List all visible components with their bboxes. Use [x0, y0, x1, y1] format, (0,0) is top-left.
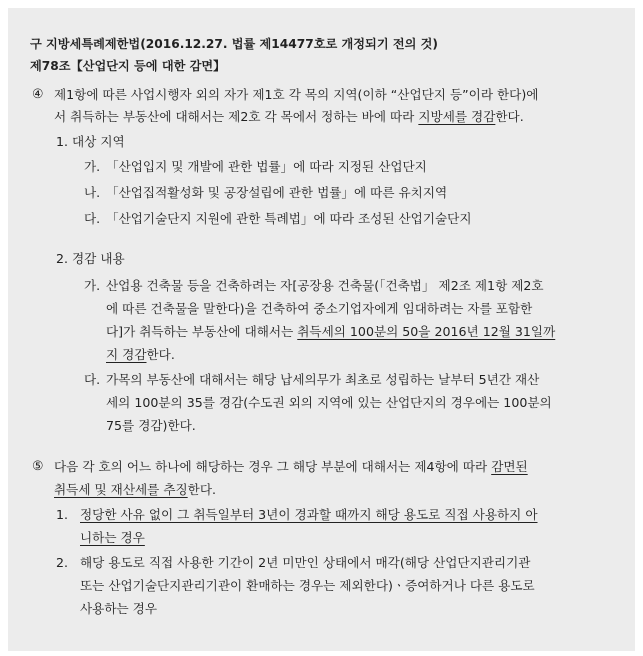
paragraph-5-line1-text: 다음 각 호의 어느 하나에 해당하는 경우 그 해당 부분에 대해서는 제4항에 따라 — [54, 459, 492, 474]
item-2-da-line2: 세의 100분의 35를 경감(수도권 외의 지역에 있는 산업단지의 경우에는 100분의 — [106, 395, 552, 410]
item-1-na-text: 「산업집적활성화 및 공장설립에 관한 법률」에 따른 유치지역 — [106, 185, 448, 200]
paragraph-5-line2 — [54, 482, 216, 498]
item-2-da-line1: 가목의 부동산에 대해서는 해당 납세의무가 최초로 성립하는 날부터 5년간 재산 — [106, 372, 540, 387]
clause-1-number: 1. — [56, 507, 69, 522]
item-2-ga-line3-text: 다]가 취득하는 부동산에 대해서는 — [106, 324, 298, 339]
paragraph-4-line2 — [54, 109, 524, 125]
item-1-ga-text: 「산업입지 및 개발에 관한 법률」에 따라 지정된 산업단지 — [106, 159, 427, 174]
statute-panel — [8, 8, 635, 651]
paragraph-5-line1 — [54, 459, 528, 475]
item-2-da-line3: 75를 경감)한다. — [106, 418, 196, 433]
underlined-recollection: 취득세 및 재산세를 추징 — [54, 482, 188, 497]
underlined-tax-reduction: 지방세를 경감 — [418, 109, 496, 124]
item-2-da-mark: 다. — [84, 372, 101, 387]
clause-2-number: 2. — [56, 555, 69, 570]
clause-1-line1: 정당한 사유 없이 그 취득일부터 3년이 경과할 때까지 해당 용도로 직접 사용하지 아 — [80, 507, 538, 522]
paragraph-4-line1: 제1항에 따른 사업시행자 외의 자가 제1호 각 목의 지역(이하 “산업단지 등”이라 한다)에 — [54, 87, 539, 102]
item-2-label: 2. 경감 내용 — [56, 251, 125, 266]
clause-2-line2: 또는 산업기술단지관리기관이 환매하는 경우는 제외한다)ㆍ증여하거나 다른 용도로 — [80, 578, 535, 593]
paragraph-4-number: ④ — [32, 87, 44, 102]
item-1-ga-mark: 가. — [84, 159, 101, 174]
paragraph-4-line2-end: 한다. — [495, 109, 524, 124]
paragraph-5-line2-end: 한다. — [187, 482, 217, 497]
underlined-reduced: 감면된 — [491, 459, 528, 474]
item-2-ga-line4 — [106, 347, 175, 363]
law-title: 구 지방세특례제한법(2016.12.27. 법률 제14477호로 개정되기 전의 것) — [30, 37, 438, 51]
item-2-ga-line1: 산업용 건축물 등을 건축하려는 자[공장용 건축물(「건축법」 제2조 제1항 제2호 — [106, 278, 544, 293]
clause-1-line2: 니하는 경우 — [80, 530, 145, 545]
item-1-label: 1. 대상 지역 — [56, 134, 125, 149]
item-1-da-mark: 다. — [84, 211, 101, 226]
item-1-da-text: 「산업기술단지 지원에 관한 특례법」에 따라 조성된 산업기술단지 — [106, 211, 472, 226]
item-2-ga-line3 — [106, 324, 555, 340]
item-1-na-mark: 나. — [84, 185, 101, 200]
article-title: 제78조【산업단지 등에 대한 감면】 — [30, 59, 226, 73]
item-2-ga-line4-end: 한다. — [146, 347, 175, 362]
item-2-ga-line2: 에 따른 건축물을 말한다)을 건축하여 중소기업자에게 임대하려는 자를 포함한 — [106, 301, 533, 316]
paragraph-5-number: ⑤ — [32, 459, 44, 474]
item-2-ga-mark: 가. — [84, 278, 101, 293]
clause-2-line3: 사용하는 경우 — [80, 601, 157, 616]
underlined-reduction-end: 지 경감 — [106, 347, 147, 362]
underlined-acquisition-tax: 취득세의 100분의 50을 2016년 12월 31일까 — [297, 324, 556, 339]
paragraph-4-line2-text: 서 취득하는 부동산에 대해서는 제2호 각 목에서 정하는 바에 따라 — [54, 109, 419, 124]
clause-2-line1: 해당 용도로 직접 사용한 기간이 2년 미만인 상태에서 매각(해당 산업단지관리기관 — [80, 555, 531, 570]
